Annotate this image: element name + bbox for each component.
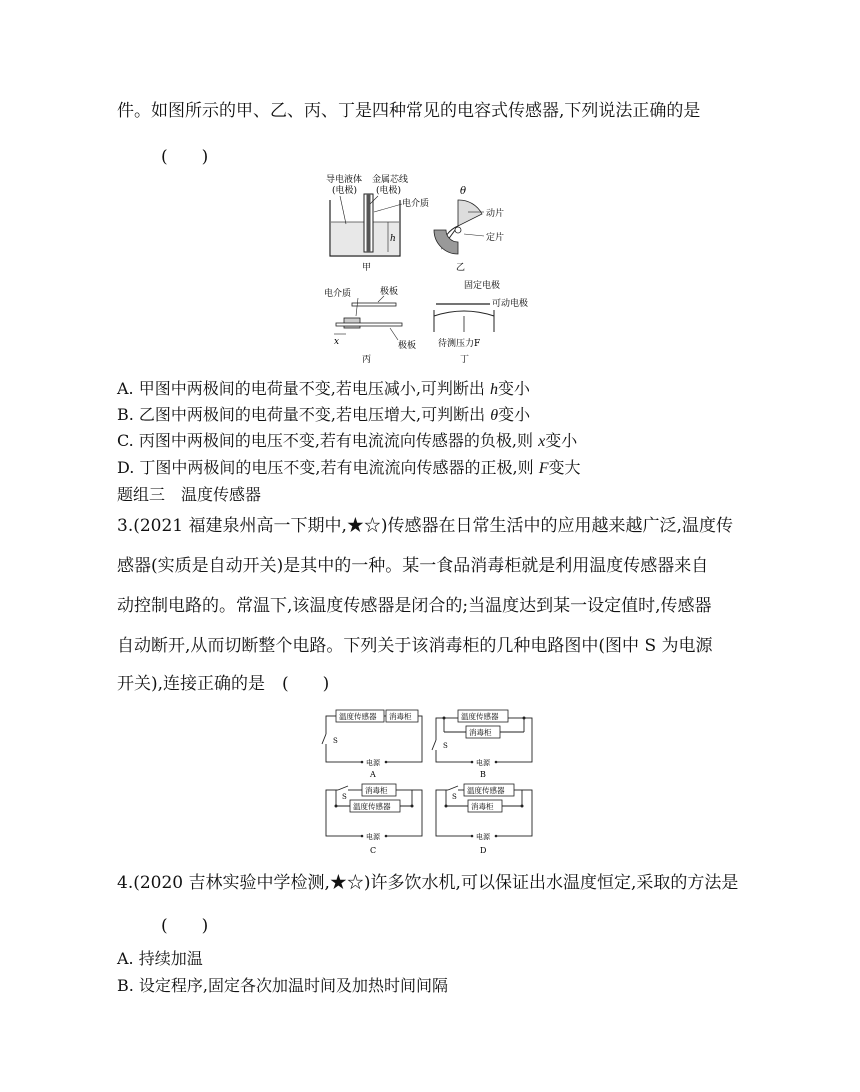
circuit-a-cabinet: 消毒柜	[389, 712, 412, 721]
ding-fixed-label: 固定电极	[464, 281, 501, 291]
q4-stem-line: 4.(2020 吉林实验中学检测,★☆)许多饮水机,可以保证出水温度恒定,采取的方法是	[117, 873, 739, 893]
q3-stem-line-3: 动控制电路的。常温下,该温度传感器是闭合的;当温度达到某一设定值时,传感器	[117, 596, 712, 616]
circuit-b-label: B	[480, 770, 486, 779]
q2-option-d	[117, 455, 581, 478]
q2-option-b-text: B. 乙图中两极间的电荷量不变,若电压增大,可判断出	[117, 405, 491, 424]
sensor-jia-diagram	[326, 173, 429, 273]
circuit-a-sensor: 温度传感器	[339, 712, 377, 721]
circuit-b-power: 电源	[476, 759, 490, 767]
circuit-c-label: C	[370, 846, 377, 855]
circuit-b-sensor: 温度传感器	[461, 712, 499, 721]
circuit-d-label: D	[480, 846, 487, 855]
q2-sensor-figure	[318, 170, 540, 370]
circuit-d-power: 电源	[476, 833, 490, 841]
q2-option-c-suffix: 变小	[545, 431, 578, 450]
q3-stem-line-1: 3.(2021 福建泉州高一下期中,★☆)传感器在日常生活中的应用越来越广泛,温度传	[117, 516, 733, 536]
yi-fixed-label: 定片	[486, 233, 505, 243]
circuit-c-power: 电源	[366, 833, 380, 841]
q2-stem-line: 件。如图所示的甲、乙、丙、丁是四种常见的电容式传感器,下列说法正确的是	[117, 101, 701, 121]
q2-option-a	[117, 376, 530, 399]
q2-option-d-text: D. 丁图中两极间的电压不变,若有电流流向传感器的正极,则	[117, 458, 539, 477]
circuit-d-switch: S	[452, 793, 457, 801]
q2-option-a-var: h	[490, 381, 498, 398]
circuit-c-switch: S	[342, 793, 347, 801]
q2-option-c-var: x	[538, 433, 546, 450]
yi-theta-label: θ	[460, 186, 467, 197]
q4-option-a: A. 持续加温	[117, 949, 203, 968]
bing-dielectric-label: 电介质	[324, 289, 352, 299]
bing-plate-bottom-label: 极板	[398, 341, 417, 351]
circuit-c	[326, 784, 422, 855]
circuit-b	[432, 710, 532, 779]
sensor-bing-diagram	[324, 285, 416, 365]
q2-option-b-var: θ	[490, 407, 499, 424]
circuit-d	[436, 784, 532, 855]
circuit-a-power: 电源	[366, 759, 380, 767]
q2-option-c-text: C. 丙图中两极间的电压不变,若有电流流向传感器的负极,则	[117, 431, 539, 450]
q3-stem-line-4: 自动断开,从而切断整个电路。下列关于该消毒柜的几种电路图中(图中 S 为电源	[117, 636, 713, 656]
q3-stem-line-2: 感器(实质是自动开关)是其中的一种。某一食品消毒柜就是利用温度传感器来自	[117, 556, 709, 576]
circuit-d-sensor: 温度传感器	[467, 786, 505, 795]
sensor-yi-diagram	[434, 186, 504, 273]
sensor-ding-diagram	[434, 279, 528, 365]
bing-caption: 丙	[362, 355, 372, 365]
q2-option-c	[117, 428, 577, 451]
q2-option-b-suffix: 变小	[498, 405, 531, 424]
q2-option-d-suffix: 变大	[548, 458, 581, 477]
jia-liquid-label: 导电液体	[326, 175, 363, 185]
q4-option-b: B. 设定程序,固定各次加温时间及加热时间间隔	[117, 976, 449, 995]
q2-option-b	[117, 402, 530, 425]
bing-x-label: x	[334, 337, 340, 347]
jia-caption: 甲	[362, 263, 372, 273]
circuit-a-label: A	[370, 770, 376, 779]
ding-movable-label: 可动电极	[492, 299, 529, 309]
bing-plate-top-label: 极板	[380, 287, 399, 297]
yi-caption: 乙	[456, 263, 466, 273]
circuit-c-sensor: 温度传感器	[353, 802, 391, 811]
q2-answer-paren: ( )	[161, 147, 209, 167]
circuit-d-cabinet: 消毒柜	[471, 802, 494, 811]
q2-option-a-text: A. 甲图中两极间的电荷量不变,若电压减小,可判断出	[117, 379, 490, 398]
yi-moving-label: 动片	[486, 209, 505, 219]
circuit-a-switch: S	[333, 737, 338, 745]
ding-force-label: 待测压力F	[438, 339, 481, 349]
jia-liquid-sub: (电极)	[332, 186, 358, 196]
q2-option-a-suffix: 变小	[498, 379, 531, 398]
q3-circuits-figure	[318, 706, 540, 858]
q4-answer-paren: ( )	[161, 916, 209, 936]
q2-option-d-var: F	[538, 460, 549, 477]
jia-core-label: 金属芯线	[372, 175, 409, 185]
jia-h-label: h	[390, 234, 396, 244]
ding-caption: 丁	[460, 355, 470, 365]
jia-dielectric-label: 电介质	[402, 199, 430, 209]
q3-stem-line-5: 开关),连接正确的是 ( )	[117, 674, 330, 694]
circuit-b-switch: S	[443, 742, 448, 750]
jia-core-sub: (电极)	[376, 186, 402, 196]
section-heading: 题组三 温度传感器	[117, 485, 262, 504]
circuit-b-cabinet: 消毒柜	[469, 728, 492, 737]
circuit-c-cabinet: 消毒柜	[365, 786, 388, 795]
circuit-a	[322, 710, 422, 779]
